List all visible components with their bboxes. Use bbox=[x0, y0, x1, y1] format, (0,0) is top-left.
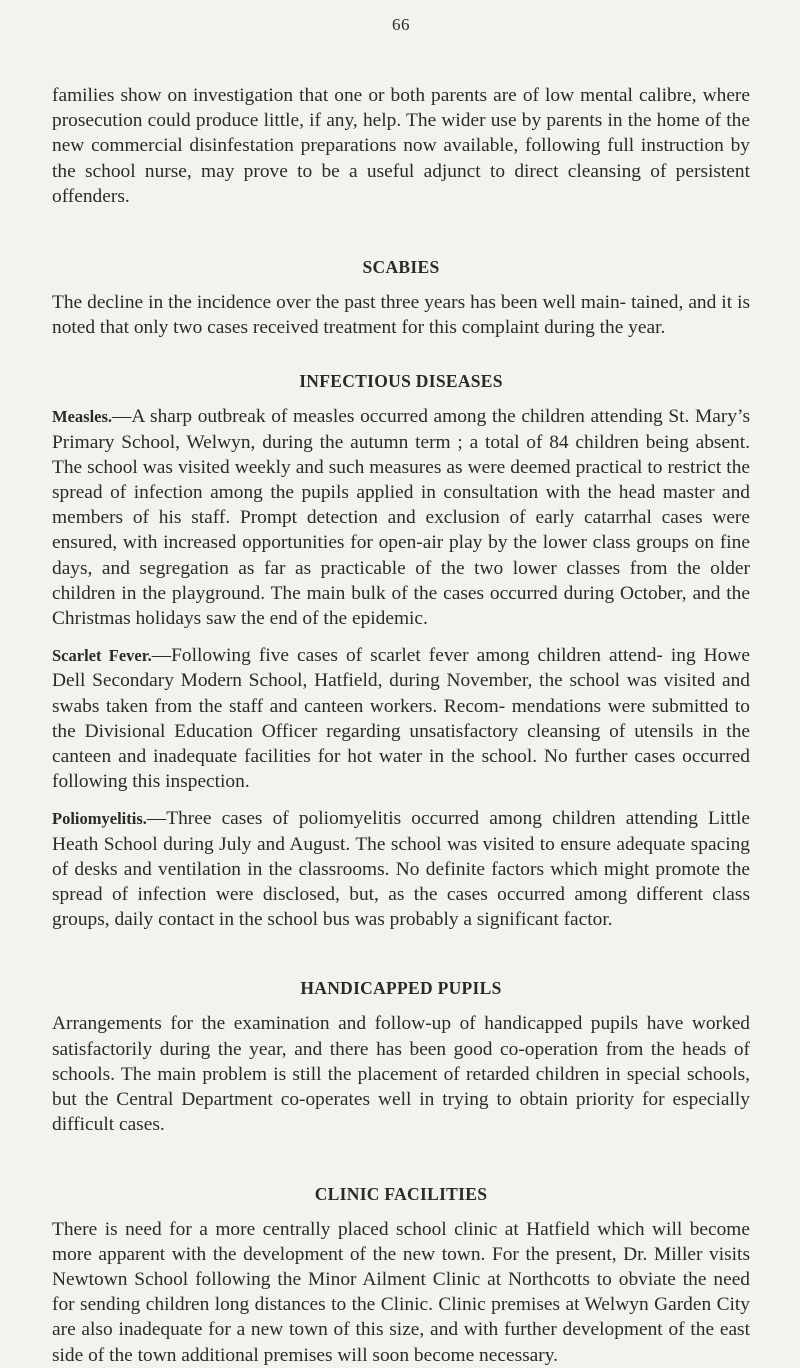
scarlet-fever-paragraph bbox=[52, 643, 750, 794]
scabies-paragraph: The decline in the incidence over the past three years has been well main- tained, and it is noted that only two cases received treatment for this complaint during the year. bbox=[52, 292, 750, 339]
measles-text: —A sharp outbreak of measles occurred among the children attending St. Mary’s Primary School, Welwyn, during the autumn term ; a total of 84 children being absent. The school was visited weekly and such measures as were deemed practical to restrict the spread of infection among the pupils applied in consultation with the head master and members of his staff. Prompt detection and exclusion of early catarrhal cases were ensured, with increased opportunities for open-air play by the lower class groups on fine days, and segregation as far as practicable of the two lower classes from the older children in the playground. The main bulk of the cases occurred during October, and the Christmas holidays saw the end of the epidemic. bbox=[52, 406, 750, 630]
clinic-facilities-heading: CLINIC FACILITIES bbox=[314, 1183, 488, 1204]
poliomyelitis-text: —Three cases of poliomyelitis occurred among children attending Little Heath School during July and August. The school was visited to ensure adequate spacing of desks and ventilation in the classrooms. No definite factors which might promote the spread of infection were disclosed, but, as the cases occurred among different class groups, daily contact in the school bus was probably a significant factor. bbox=[52, 808, 750, 931]
spacer bbox=[52, 278, 750, 290]
scarlet-fever-label: Scarlet Fever. bbox=[52, 646, 152, 666]
handicapped-pupils-paragraph: Arrangements for the examination and follow-up of handicapped pupils have worked satisfactorily during the year, and there has been good co-operation from the heads of schools. The main problem is still the placement of retarded children in special schools, but the Central Department co-operates well in trying to obtain priority for especially difficult cases. bbox=[52, 1013, 750, 1136]
poliomyelitis-label: Poliomyelitis. bbox=[52, 809, 147, 829]
spacer bbox=[52, 794, 750, 806]
spacer bbox=[52, 999, 750, 1011]
spacer bbox=[52, 392, 750, 404]
handicapped-pupils-heading: HANDICAPPED PUPILS bbox=[300, 978, 502, 999]
clinic-facilities-paragraph: There is need for a more centrally placed school clinic at Hatfield which will become more apparent with the development of the new town. For the present, Dr. Miller visits Newtown School following the Minor Ailment Clinic at Northcotts to obviate the need for sending children long distances to the Clinic. Clinic premises at Welwyn Garden City are also inadequate for a new town of this size, and with further development of the east side of the town additional premises will soon become necessary. bbox=[52, 1218, 750, 1366]
spacer bbox=[52, 631, 750, 643]
scarlet-fever-text: —Following five cases of scarlet fever among children attend- ing Howe Dell Secondary Modern School, Hatfield, during November, the school was visited and swabs taken from the staff and canteen workers. Recom- mendations were submitted to the Divisional Education Officer regarding unsatisfactory cleansing of utensils in the canteen and inadequate facilities for hot water in the school. No further cases occurred following this inspection. bbox=[52, 645, 750, 793]
spacer bbox=[52, 932, 750, 977]
spacer bbox=[52, 1138, 750, 1183]
infectious-diseases-heading: INFECTIOUS DISEASES bbox=[299, 371, 503, 392]
measles-label: Measles. bbox=[52, 407, 113, 427]
page-number: 66 bbox=[392, 15, 410, 34]
spacer bbox=[52, 1205, 750, 1217]
spacer bbox=[52, 340, 750, 370]
spacer bbox=[52, 209, 750, 256]
scabies-heading: SCABIES bbox=[362, 257, 440, 278]
poliomyelitis-paragraph bbox=[52, 806, 750, 932]
intro-paragraph: families show on investigation that one or both parents are of low mental calibre, where prosecution could produce little, if any, help. The wider use by parents in the home of the new commercial disinfestation preparations now available, following full instruction by the school nurse, may prove to be a useful adjunct to direct cleansing of persistent offenders. bbox=[52, 85, 750, 207]
measles-paragraph bbox=[52, 404, 750, 631]
